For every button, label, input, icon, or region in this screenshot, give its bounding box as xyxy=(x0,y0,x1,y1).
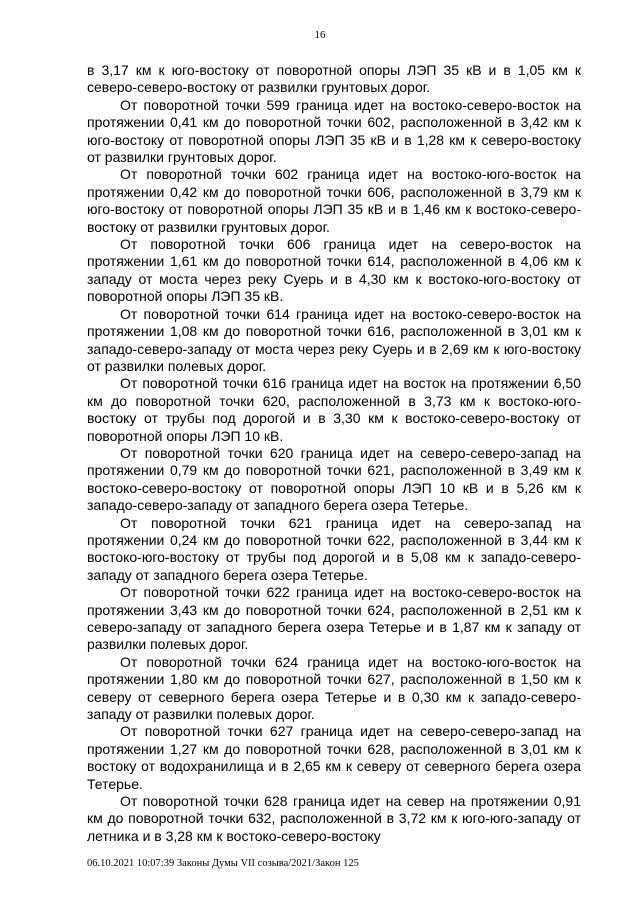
paragraph: От поворотной точки 616 граница идет на восток на протяжении 6,50 км до поворотной точки 620, расположенной в 3,73 км к востоко-юго-востоку от трубы под дорогой и в 3,30 км к востоко-северо-востоку от поворотной опоры ЛЭП 10 кВ. xyxy=(87,375,581,444)
paragraph: От поворотной точки 627 граница идет на северо-северо-запад на протяжении 1,27 км до поворотной точки 628, расположенной в 3,01 км к востоку от водохранилища и в 2,65 км к северу от северного берега озера Тетерье. xyxy=(87,723,581,792)
document-footer: 06.10.2021 10:07:39 Законы Думы VII созыва/2021/Закон 125 xyxy=(87,858,359,869)
paragraph: От поворотной точки 606 граница идет на северо-восток на протяжении 1,61 км до поворотной точки 614, расположенной в 4,06 км к западу от моста через реку Суерь и в 4,30 км к востоко-юго-востоку от поворотной опоры ЛЭП 35 кВ. xyxy=(87,236,581,305)
paragraph: От поворотной точки 628 граница идет на север на протяжении 0,91 км до поворотной точки 632, расположенной в 3,72 км к юго-юго-западу от летника и в 3,28 км к востоко-северо-востоку xyxy=(87,793,581,844)
document-body xyxy=(87,62,581,845)
page-number: 16 xyxy=(314,29,326,41)
paragraph: От поворотной точки 620 граница идет на северо-северо-запад на протяжении 0,79 км до поворотной точки 621, расположенной в 3,49 км к востоко-северо-востоку от поворотной опоры ЛЭП 10 кВ и в 5,26 км к западо-северо-западу от западного берега озера Тетерье. xyxy=(87,444,581,514)
paragraph: От поворотной точки 599 граница идет на востоко-северо-восток на протяжении 0,41 км до поворотной точки 602, расположенной в 3,42 км к юго-востоку от поворотной опоры ЛЭП 35 кВ и в 1,28 км к северо-востоку от развилки грунтовых дорог. xyxy=(87,96,581,166)
paragraph: От поворотной точки 602 граница идет на востоко-юго-восток на протяжении 0,42 км до поворотной точки 606, расположенной в 3,79 км к юго-востоку от поворотной опоры ЛЭП 35 кВ и в 1,46 км к востоко-северо-востоку от развилки грунтовых дорог. xyxy=(87,166,581,235)
paragraph: в 3,17 км к юго-востоку от поворотной опоры ЛЭП 35 кВ и в 1,05 км к северо-северо-востоку от развилки грунтовых дорог. xyxy=(87,62,581,96)
paragraph: От поворотной точки 622 граница идет на востоко-северо-восток на протяжении 3,43 км до поворотной точки 624, расположенной в 2,51 км к северо-западу от западного берега озера Тетерье и в 1,87 км к западу от развилки полевых дорог. xyxy=(87,584,581,653)
paragraph: От поворотной точки 614 граница идет на востоко-северо-восток на протяжении 1,08 км до поворотной точки 616, расположенной в 3,01 км к западо-северо-западу от моста через реку Суерь и в 2,69 км к юго-востоку от развилки полевых дорог. xyxy=(87,305,581,374)
paragraph: От поворотной точки 621 граница идет на северо-запад на протяжении 0,24 км до поворотной точки 622, расположенной в 3,44 км к востоко-юго-востоку от трубы под дорогой и в 5,08 км к западо-северо-западу от западного берега озера Тетерье. xyxy=(87,514,581,583)
paragraph: От поворотной точки 624 граница идет на востоко-юго-восток на протяжении 1,80 км до поворотной точки 627, расположенной в 1,50 км к северу от северного берега озера Тетерье и в 0,30 км к западо-северо-западу от развилки полевых дорог. xyxy=(87,653,581,723)
